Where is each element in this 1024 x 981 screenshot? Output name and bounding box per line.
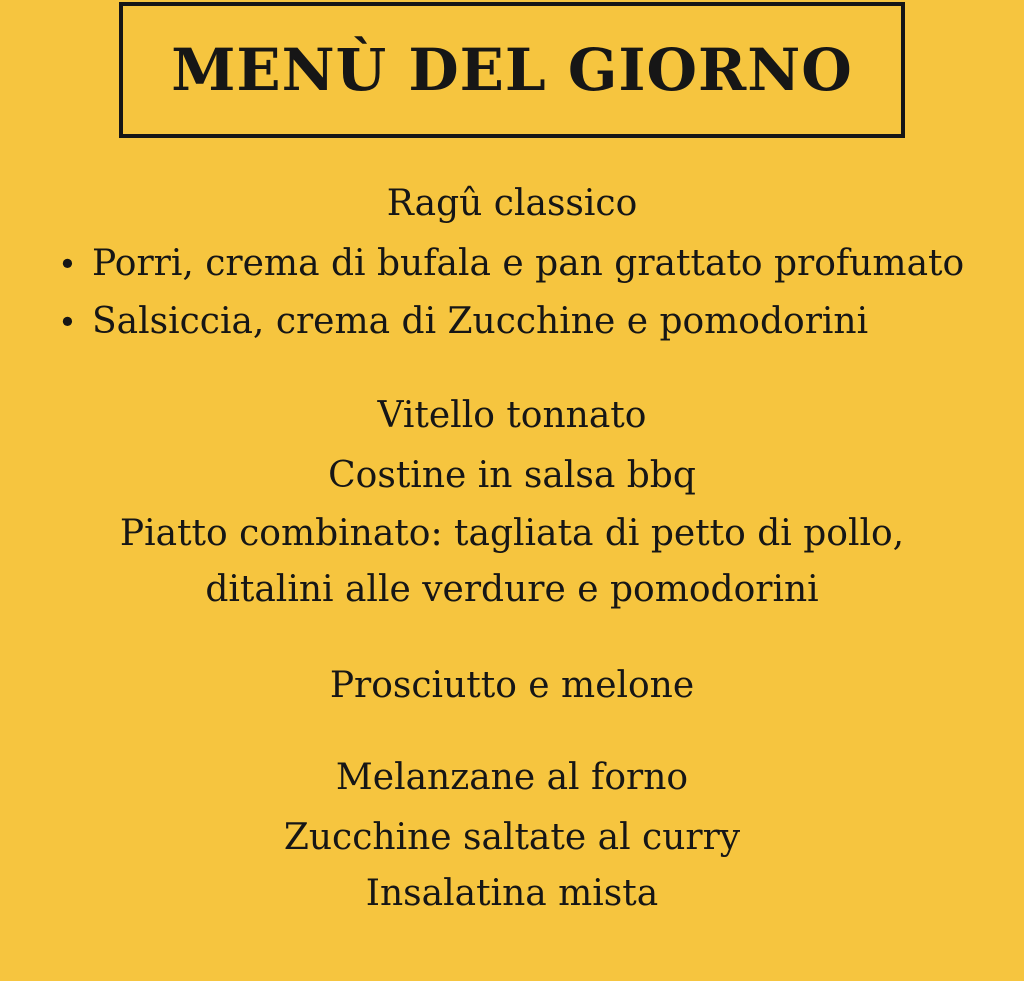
menu-item-piatto-combinato-line1: Piatto combinato: tagliata di petto di pollo, [119,513,905,554]
menu-item-insalatina: Insalatina mista [365,873,659,914]
menu-bullet-text-porri: Porri, crema di bufala e pan grattato profumato [92,243,965,284]
menu-item-piatto-combinato-line2: ditalini alle verdure e pomodorini [205,569,819,610]
menu-item-costine: Costine in salsa bbq [328,455,696,496]
bullet-icon: • [58,245,77,283]
bullet-icon: • [58,303,77,341]
menu-bullet-item-porri [58,242,964,285]
menu-title: MENÙ DEL GIORNO [171,36,853,104]
menu-item-zucchine: Zucchine saltate al curry [283,817,741,858]
menu-item-melanzane: Melanzane al forno [335,757,689,798]
menu-bullet-text-salsiccia: Salsiccia, crema di Zucchine e pomodorini [92,301,869,342]
menu-bullet-item-salsiccia [58,300,868,343]
menu-title-box [119,2,905,138]
menu-item-prosciutto: Prosciutto e melone [329,665,695,706]
menu-item-vitello: Vitello tonnato [377,395,647,436]
menu-item-ragu: Ragû classico [386,183,638,224]
